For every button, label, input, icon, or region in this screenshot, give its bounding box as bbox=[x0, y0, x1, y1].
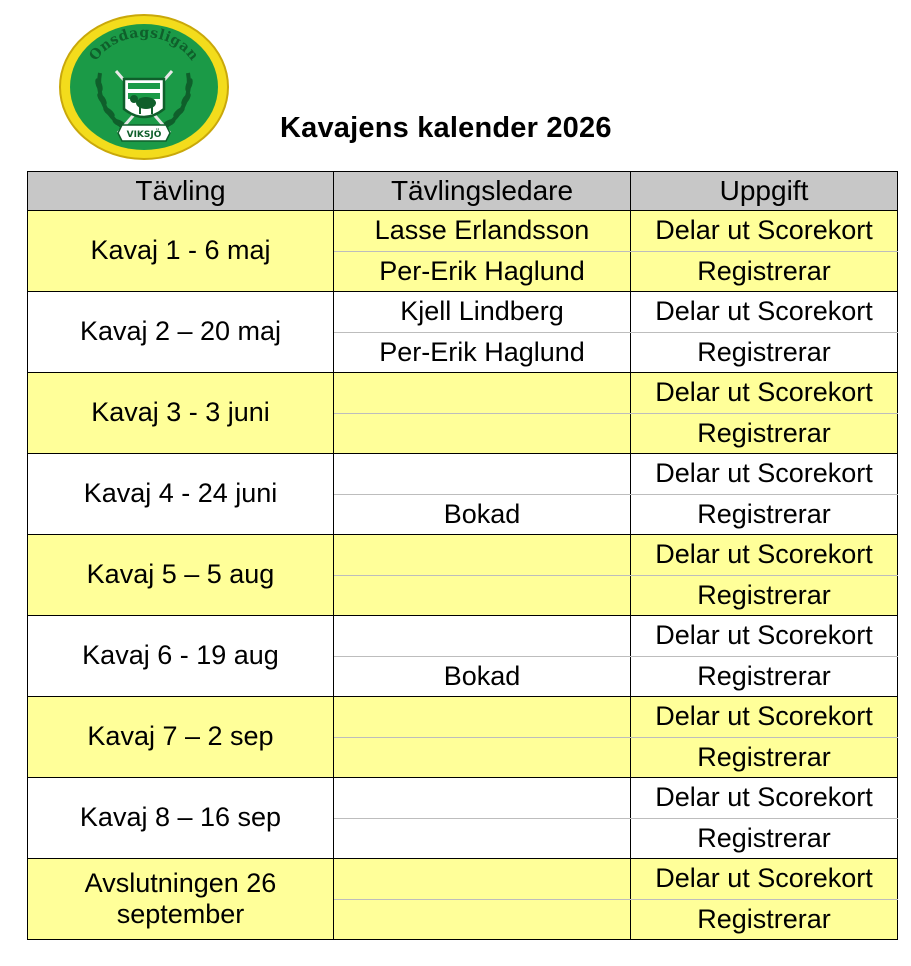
task-cell: Delar ut Scorekort bbox=[631, 616, 898, 657]
leader-cell bbox=[334, 818, 631, 859]
logo-banner-text: VIKSJÖ bbox=[126, 130, 162, 140]
task-cell: Delar ut Scorekort bbox=[631, 859, 898, 900]
calendar-body bbox=[28, 211, 898, 940]
leader-cell bbox=[334, 454, 631, 495]
leader-cell bbox=[334, 859, 631, 900]
leader-cell bbox=[334, 575, 631, 616]
competition-name-cell: Kavaj 4 - 24 juni bbox=[28, 454, 334, 535]
task-cell: Delar ut Scorekort bbox=[631, 211, 898, 252]
leader-cell bbox=[334, 616, 631, 657]
leader-cell bbox=[334, 535, 631, 576]
leader-cell bbox=[334, 373, 631, 414]
task-cell: Registrerar bbox=[631, 251, 898, 292]
header-tavling: Tävling bbox=[28, 172, 334, 211]
table-row bbox=[28, 778, 898, 819]
logo-emblem-icon bbox=[58, 13, 230, 161]
leader-cell bbox=[334, 778, 631, 819]
leader-cell: Bokad bbox=[334, 494, 631, 535]
task-cell: Registrerar bbox=[631, 413, 898, 454]
task-cell: Delar ut Scorekort bbox=[631, 292, 898, 333]
table-row bbox=[28, 616, 898, 657]
table-row bbox=[28, 859, 898, 900]
leader-cell: Kjell Lindberg bbox=[334, 292, 631, 333]
leader-cell: Lasse Erlandsson bbox=[334, 211, 631, 252]
task-cell: Delar ut Scorekort bbox=[631, 373, 898, 414]
table-row bbox=[28, 697, 898, 738]
task-cell: Delar ut Scorekort bbox=[631, 535, 898, 576]
calendar-table bbox=[27, 171, 898, 940]
competition-name-cell: Kavaj 6 - 19 aug bbox=[28, 616, 334, 697]
leader-cell bbox=[334, 899, 631, 940]
competition-name-cell: Kavaj 2 – 20 maj bbox=[28, 292, 334, 373]
task-cell: Registrerar bbox=[631, 818, 898, 859]
page-title: Kavajens kalender 2026 bbox=[280, 112, 612, 144]
table-row bbox=[28, 211, 898, 252]
competition-name-cell: Kavaj 3 - 3 juni bbox=[28, 373, 334, 454]
task-cell: Delar ut Scorekort bbox=[631, 454, 898, 495]
task-cell: Registrerar bbox=[631, 899, 898, 940]
leader-cell bbox=[334, 737, 631, 778]
table-row bbox=[28, 373, 898, 414]
leader-cell: Per-Erik Haglund bbox=[334, 251, 631, 292]
leader-cell: Bokad bbox=[334, 656, 631, 697]
table-header-row bbox=[28, 172, 898, 211]
header-uppgift: Uppgift bbox=[631, 172, 898, 211]
task-cell: Registrerar bbox=[631, 494, 898, 535]
onsdagsligan-logo bbox=[58, 13, 230, 161]
task-cell: Registrerar bbox=[631, 575, 898, 616]
task-cell: Registrerar bbox=[631, 332, 898, 373]
table-row bbox=[28, 454, 898, 495]
competition-name-cell: Kavaj 7 – 2 sep bbox=[28, 697, 334, 778]
header-tavlingsledare: Tävlingsledare bbox=[334, 172, 631, 211]
leader-cell: Per-Erik Haglund bbox=[334, 332, 631, 373]
task-cell: Delar ut Scorekort bbox=[631, 697, 898, 738]
competition-name-cell: Kavaj 8 – 16 sep bbox=[28, 778, 334, 859]
logo-ring-text: Onsdagsligan bbox=[86, 24, 202, 64]
leader-cell bbox=[334, 697, 631, 738]
task-cell: Delar ut Scorekort bbox=[631, 778, 898, 819]
leader-cell bbox=[334, 413, 631, 454]
task-cell: Registrerar bbox=[631, 737, 898, 778]
competition-name-cell: Kavaj 1 - 6 maj bbox=[28, 211, 334, 292]
task-cell: Registrerar bbox=[631, 656, 898, 697]
table-row bbox=[28, 292, 898, 333]
competition-name-cell: Avslutningen 26 september bbox=[28, 859, 334, 940]
table-row bbox=[28, 535, 898, 576]
competition-name-cell: Kavaj 5 – 5 aug bbox=[28, 535, 334, 616]
